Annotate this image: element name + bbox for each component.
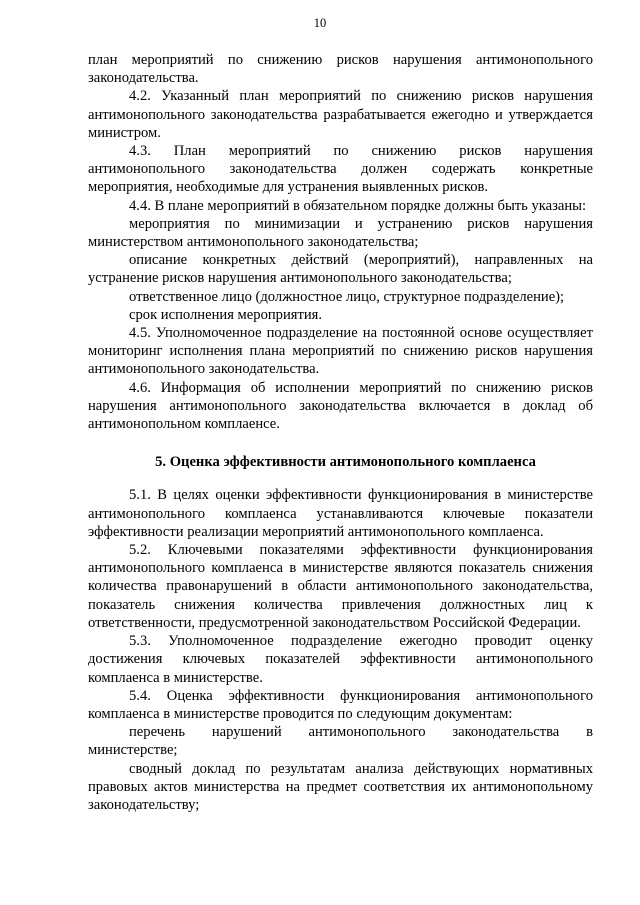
section-5-heading: 5. Оценка эффективности антимонопольного комплаенса [155,454,536,471]
paragraph-4-1-continuation: план мероприятий по снижению рисков нарушения антимонопольного законодательства. [88,52,593,87]
paragraph-4-6: 4.6. Информация об исполнении мероприятий по снижению рисков нарушения антимонопольного законодательства включается в доклад об антимонопольном комплаенсе. [88,379,593,433]
list-item-4-4-deadline: срок исполнения мероприятия. [129,306,323,323]
paragraph-5-4: 5.4. Оценка эффективности функционирования антимонопольного комплаенса в министерстве проводится по следующим документам: [88,687,593,722]
paragraph-4-3: 4.3. План мероприятий по снижению рисков нарушения антимонопольного законодательства должен содержать конкретные мероприятия, необходимые для устранения выявленных рисков. [88,143,593,196]
paragraph-5-1: 5.1. В целях оценки эффективности функционирования в министерстве антимонопольного комплаенса устанавливаются ключевые показатели эффективности реализации мероприятий антимонопольного комплаенса. [88,487,593,540]
list-item-5-4-report: сводный доклад по результатам анализа действующих нормативных правовых актов министерства на предмет соответствия их антимонопольному законодательству; [88,760,593,813]
list-item-4-4-measures: мероприятия по минимизации и устранению рисков нарушения министерством антимонопольного законодательства; [88,215,593,251]
page-number: 10 [313,16,327,30]
list-item-4-4-description: описание конкретных действий (мероприятий), направленных на устранение рисков нарушения антимонопольного законодательства; [88,252,593,287]
paragraph-4-2: 4.2. Указанный план мероприятий по снижению рисков нарушения антимонопольного законодательства разрабатывается ежегодно и утверждается министром. [88,88,593,141]
paragraph-5-2: 5.2. Ключевыми показателями эффективности функционирования антимонопольного комплаенса в министерстве являются показатель снижения количества правонарушений в области антимонопольного законодательства, показатель снижения количества привлечения должностных лиц к ответственности, предусмотренной законодательством Российской Федерации. [88,542,593,631]
document-body [88,51,593,814]
list-item-5-4-violations: перечень нарушений антимонопольного законодательства в министерстве; [88,724,593,759]
list-item-4-4-responsible: ответственное лицо (должностное лицо, структурное подразделение); [129,288,565,305]
paragraph-4-4: 4.4. В плане мероприятий в обязательном порядке должны быть указаны: [129,197,587,214]
paragraph-4-5: 4.5. Уполномоченное подразделение на постоянной основе осуществляет мониторинг исполнения плана мероприятий по снижению рисков нарушения антимонопольного законодательства. [88,325,593,378]
paragraph-5-3: 5.3. Уполномоченное подразделение ежегодно проводит оценку достижения ключевых показателей эффективности антимонопольного комплаенса в министерстве. [88,633,593,686]
